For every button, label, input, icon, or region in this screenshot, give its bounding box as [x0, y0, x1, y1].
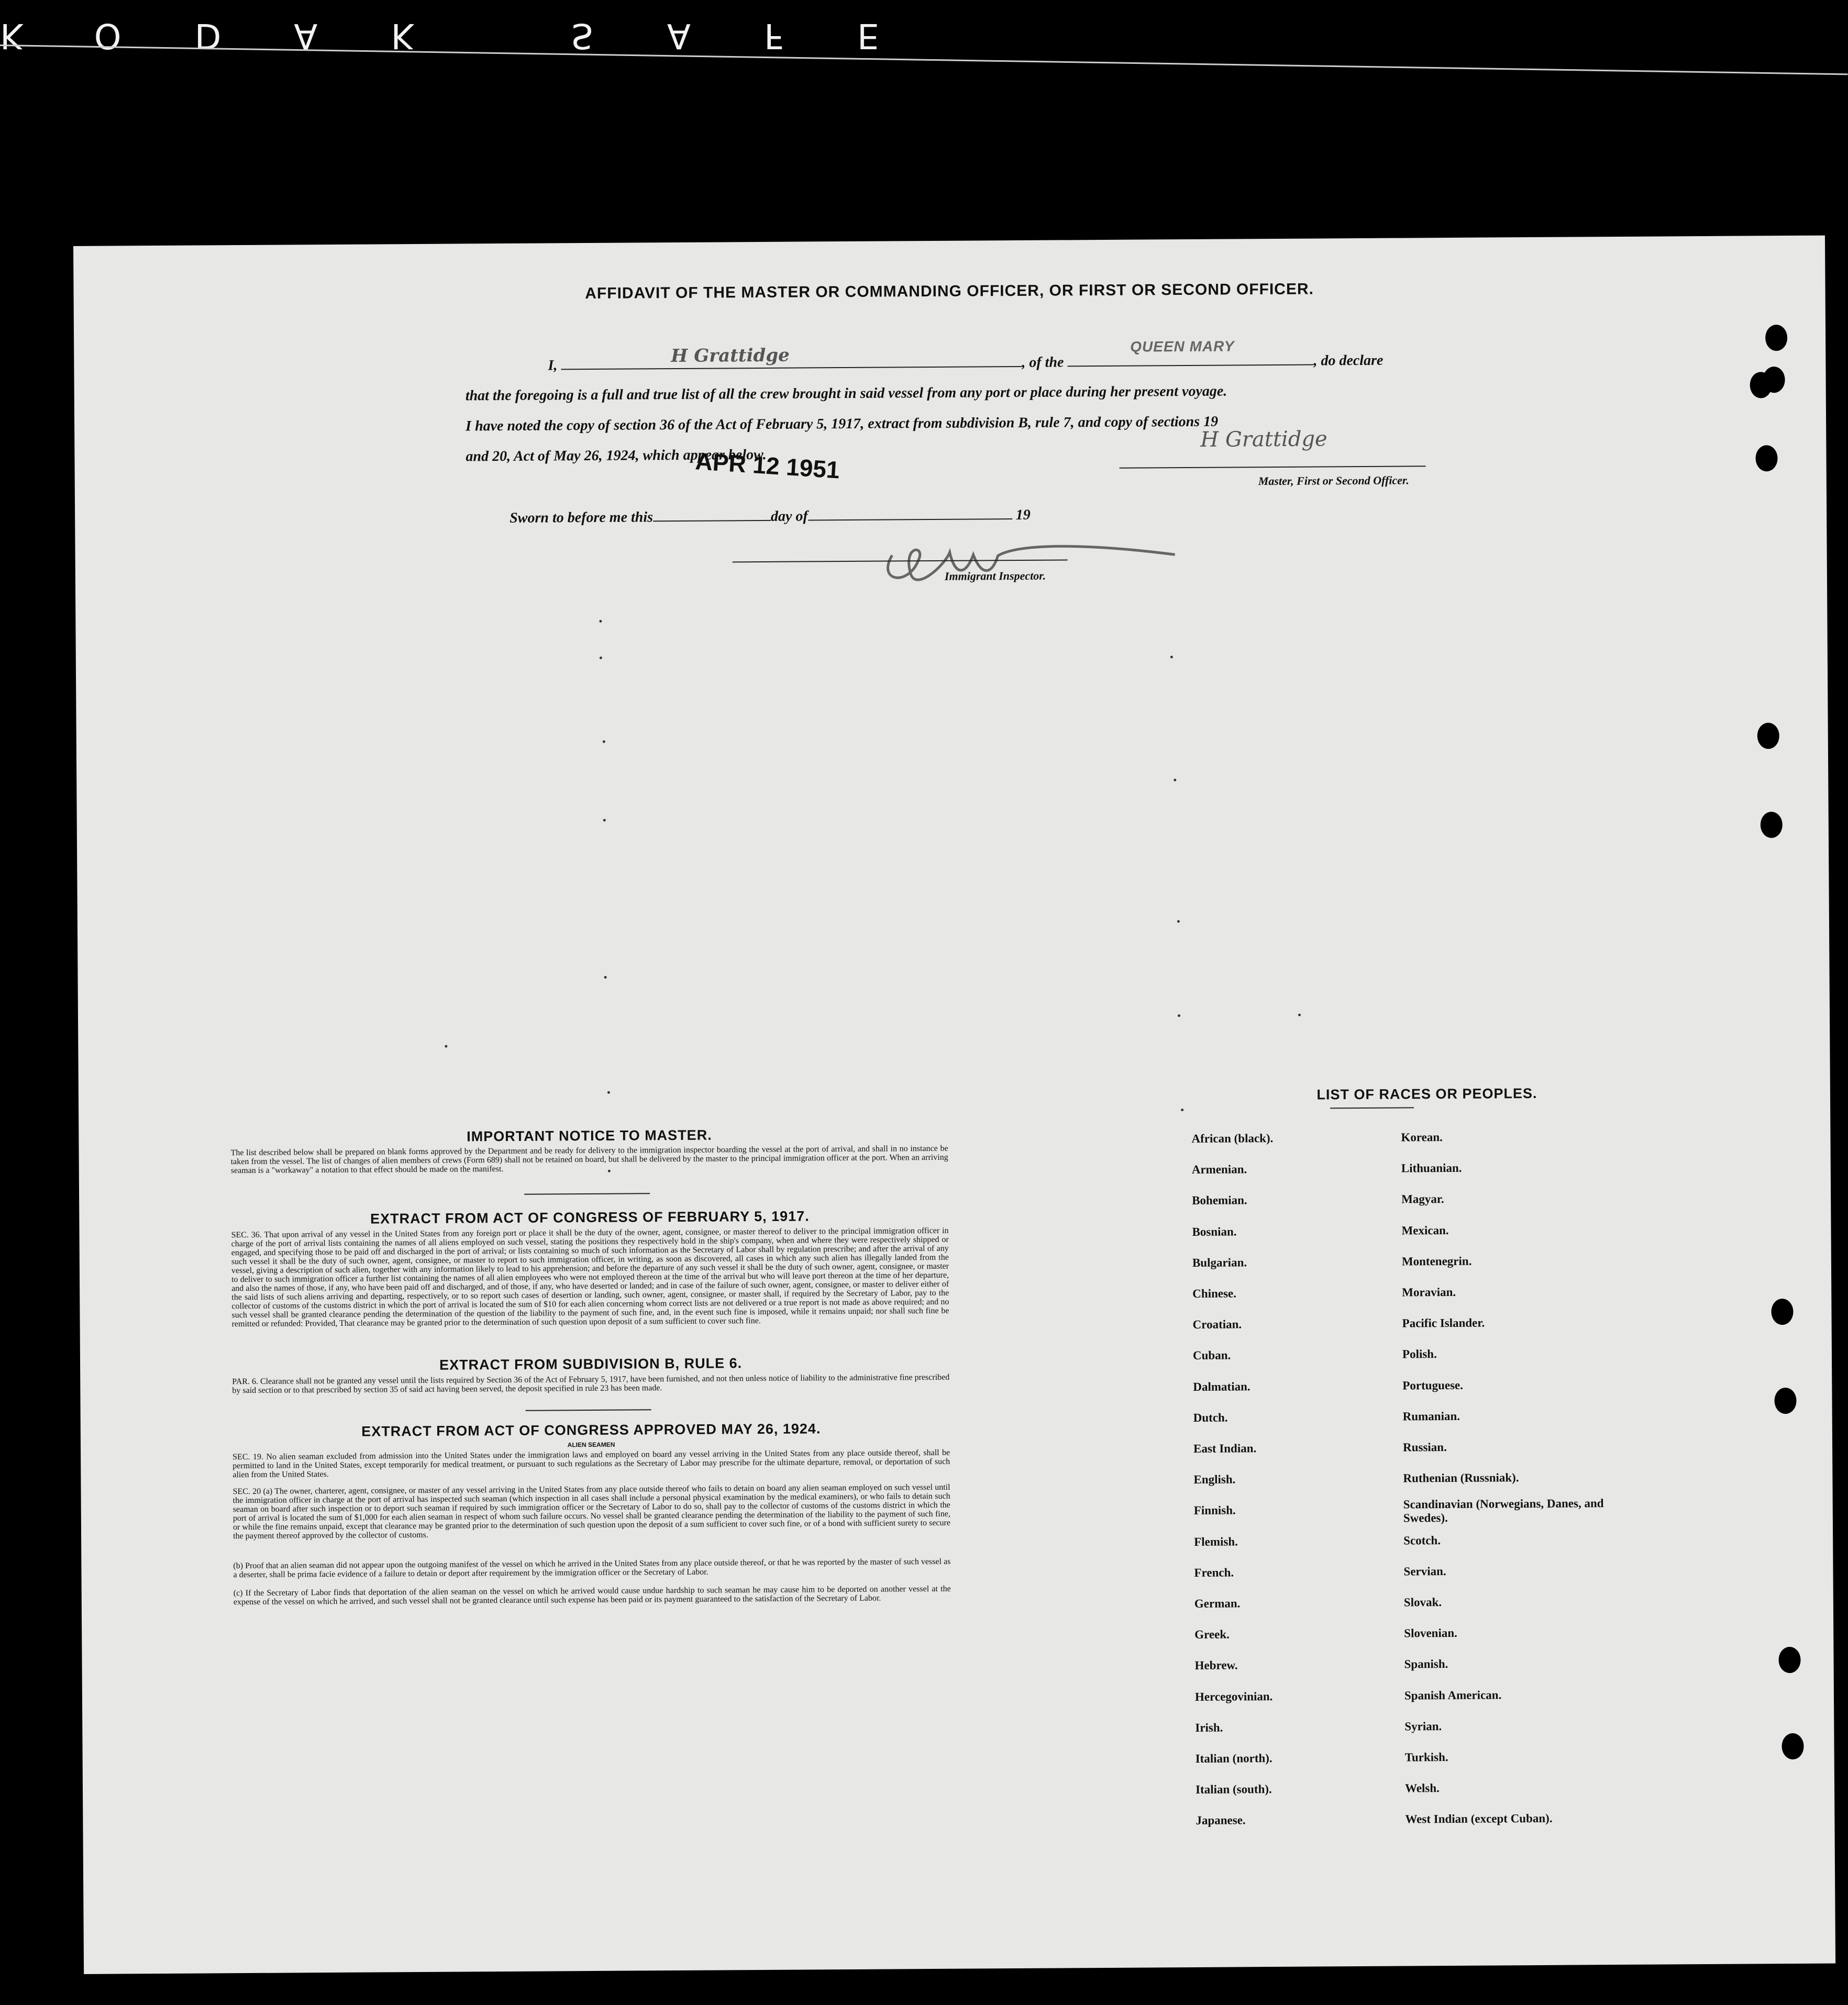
race-item: Korean. — [1401, 1131, 1443, 1144]
section-20c: (c) If the Secretary of Labor finds that deportation of the alien seaman on the vessel on which he arrived would cause undue hardship to such seaman he may cause him to be deported on another vessel at the expense of the vessel on which he arrived, and such vessel shall not be granted clearance until such expense has been paid or its payment guaranteed to the satisfaction of the Secretary of Labor. — [233, 1584, 951, 1607]
race-item: English. — [1193, 1472, 1236, 1487]
race-item: Greek. — [1194, 1627, 1230, 1642]
punch-hole — [1763, 367, 1785, 393]
race-item: French. — [1194, 1566, 1234, 1579]
signature-line — [1120, 466, 1426, 469]
punch-hole — [1781, 1733, 1803, 1759]
extract-1917-body: SEC. 36. That upon arrival of any vessel in the United States from any foreign port or place it shall be the duty of the owner, agent, consignee, or master thereof to deliver to the principal immigration officer in charge of the port of arrival lists containing the names of all aliens employed on such vessel, stating the positions they respectively hold in the ship's company, when and where they were respectively shipped or engaged, and specifying those to be paid off and discharged in the port of arrival; or lists containing so much of such information as the Secretary of Labor shall by regulation prescribe; and after the arrival of any such vessel it shall be the duty of such owner, agent, consignee, or master to report to such immigration officer, in writing, as soon as discovered, all cases in which any such alien has illegally landed from the vessel, giving a description of such alien, together with any information likely to lead to his apprehension; and before the departure of any such vessel it shall be the duty of such owner, agent, consignee, or master to deliver to such immigration officer a further list containing the names of all alien employees who were not employed thereon at the time of the arrival but who will leave port thereon at the time of her departure, and also the names of those, if any, who have been paid off and discharged, and of those, if any, who have deserted or landed; and in case of the failure of such owner, agent, consignee, or master to deliver either of the said lists of such aliens arriving and departing, respectively, or to so report such cases of desertion or landing, such owner, agent, consignee, or master shall, if required by the Secretary of Labor, pay to the collector of customs of the customs district in which the port of arrival is located the sum of $10 for each alien concerning whom correct lists are not delivered or a true report is not made as above required; and no such vessel shall be granted clearance pending the determination of the question of the liability to the payment of such fine, and, in the event such fine is imposed, while it remains unpaid; nor shall such fine be remitted or refunded: Provided, That clearance may be granted prior to the determination of such question upon deposit of a sum sufficient to cover such fine. — [231, 1226, 949, 1329]
race-item: Turkish. — [1404, 1751, 1448, 1764]
signer-name: H Grattidge — [671, 345, 790, 367]
race-item: Slovenian. — [1404, 1626, 1457, 1640]
affidavit-title: AFFIDAVIT OF THE MASTER OR COMMANDING OFFICER, OR FIRST OR SECOND OFFICER. — [585, 280, 1314, 303]
race-item: Flemish. — [1194, 1535, 1238, 1548]
race-item: Welsh. — [1404, 1781, 1440, 1795]
race-item: Dutch. — [1193, 1411, 1228, 1424]
affidavit-line-2: that the foregoing is a full and true list of all the crew brought in said vessel from any port or place during her present voyage. — [465, 383, 1227, 404]
dot-mark — [1177, 920, 1180, 923]
race-item: Scandinavian (Norwegians, Danes, and Swedes). — [1403, 1497, 1604, 1525]
race-item: Servian. — [1403, 1564, 1446, 1578]
punch-hole — [1765, 325, 1787, 351]
extract-rule6-title: EXTRACT FROM SUBDIVISION B, RULE 6. — [439, 1355, 743, 1373]
race-item: East Indian. — [1193, 1442, 1257, 1456]
race-item: Syrian. — [1404, 1719, 1442, 1733]
ship-name-field — [1067, 338, 1313, 367]
extract-1924-title: EXTRACT FROM ACT OF CONGRESS APPROVED MAY 26, 1924. — [361, 1421, 821, 1439]
race-item: Cuban. — [1192, 1348, 1231, 1362]
notice-title: IMPORTANT NOTICE TO MASTER. — [467, 1127, 712, 1145]
of-the-label: , of the — [1022, 354, 1064, 371]
race-item: Japanese. — [1196, 1813, 1246, 1827]
punch-hole — [1755, 445, 1777, 471]
race-item: Pacific Islander. — [1402, 1316, 1485, 1330]
punch-hole — [1761, 812, 1783, 838]
affidavit-line-4: and 20, Act of May 26, 1924, which appear below. — [466, 446, 767, 465]
race-item: Bohemian. — [1192, 1193, 1247, 1208]
race-item: Dalmatian. — [1193, 1379, 1251, 1393]
race-item: Hebrew. — [1194, 1658, 1238, 1672]
race-item: Spanish American. — [1404, 1688, 1502, 1702]
race-item: West Indian (except Cuban). — [1405, 1812, 1553, 1826]
dot-mark — [599, 620, 602, 623]
notice-body: The list described below shall be prepared on blank forms approved by the Department and be ready for delivery to the immigration inspector boarding the vessel at the port of arrival, and shall in no instance be taken from the vessel. The list of changes of alien members of crews (Form 689) shall not be retained on board, but shall be delivered by the master to the principal immigration officer at the port. When an arriving seaman is a "workaway" a notation to that effect should be made on the manifest. — [230, 1144, 948, 1176]
race-item: Rumanian. — [1402, 1409, 1460, 1423]
race-item: Magyar. — [1401, 1192, 1444, 1206]
affidavit-prefix: I, — [548, 357, 558, 374]
race-item: Ruthenian (Russniak). — [1403, 1471, 1519, 1485]
section-19: SEC. 19. No alien seaman excluded from admission into the United States under the immigration laws and employed on board any vessel arriving in the United States from any place outside thereof, shall be permitted to land in the United States, except temporarily for medical treatment, or pursuant to such regulations as the Secretary of Labor may prescribe for the ultimate departure, removal, or deportation of such alien from the United States. — [233, 1448, 950, 1480]
punch-hole — [1771, 1299, 1793, 1325]
race-item: Moravian. — [1402, 1285, 1456, 1299]
race-item: Russian. — [1402, 1441, 1447, 1454]
affidavit-line-1 — [548, 338, 1384, 381]
race-item: Bosnian. — [1192, 1225, 1237, 1238]
ship-name: QUEEN MARY — [1130, 338, 1235, 355]
race-item: German. — [1194, 1597, 1241, 1611]
race-item: Finnish. — [1193, 1503, 1236, 1517]
race-item: Montenegrin. — [1401, 1254, 1472, 1268]
extract-1924-subtitle: ALIEN SEAMEN — [567, 1441, 615, 1449]
dot-mark — [1298, 1014, 1301, 1016]
race-item: Spanish. — [1404, 1657, 1448, 1671]
section-20b: (b) Proof that an alien seaman did not appear upon the outgoing manifest of the vessel on which he arrived in the United States from any place outside thereof, or that he was reported by the master of such vessel as a deserter, shall be prima facie evidence of a failure to detain or deport after requirement by the immigration officer or the Secretary of Labor. — [233, 1557, 951, 1580]
affidavit-line-3: I have noted the copy of section 36 of the Act of February 5, 1917, extract from subdivision B, rule 7, and copy of sections 19 — [466, 413, 1219, 435]
manifest-page — [73, 236, 1835, 1974]
race-item: Chinese. — [1192, 1287, 1237, 1300]
divider — [526, 1409, 651, 1411]
punch-hole — [1774, 1388, 1796, 1414]
dot-mark — [1181, 1109, 1183, 1111]
dot-mark — [1170, 656, 1173, 658]
master-label: Master, First or Second Officer. — [1258, 473, 1409, 488]
inspector-signature — [860, 522, 1280, 597]
extract-1917-title: EXTRACT FROM ACT OF CONGRESS OF FEBRUARY 5, 1917. — [370, 1208, 810, 1227]
race-item: Armenian. — [1191, 1162, 1247, 1177]
divider — [1330, 1107, 1414, 1109]
race-item: Italian (south). — [1195, 1782, 1272, 1797]
date-stamp: APR 12 1951 — [694, 447, 841, 484]
race-item: Irish. — [1195, 1721, 1223, 1734]
race-item: African (black). — [1191, 1132, 1274, 1145]
race-item: Mexican. — [1401, 1223, 1449, 1237]
inspector-label: Immigrant Inspector. — [944, 569, 1046, 583]
dot-mark — [604, 976, 607, 979]
master-signature: H Grattidge — [1200, 427, 1327, 452]
race-item: Lithuanian. — [1401, 1161, 1462, 1175]
divider — [524, 1193, 650, 1194]
race-item: Polish. — [1402, 1347, 1437, 1361]
dot-mark — [600, 657, 602, 659]
race-item: Bulgarian. — [1192, 1256, 1247, 1269]
dot-mark — [1174, 779, 1176, 781]
sworn-prefix: Sworn to before me this — [510, 509, 654, 526]
signer-name-field — [561, 345, 1022, 370]
races-left-column — [1191, 1122, 1384, 1836]
sworn-year-label: 19 — [1015, 506, 1031, 524]
dot-mark — [1178, 1014, 1180, 1017]
race-item: Croatian. — [1192, 1317, 1242, 1332]
races-right-column — [1401, 1121, 1635, 1835]
dot-mark — [607, 1091, 610, 1094]
dot-mark — [603, 819, 606, 822]
race-item: Slovak. — [1403, 1596, 1442, 1609]
punch-hole — [1757, 723, 1779, 749]
race-item: Italian (north). — [1195, 1752, 1272, 1766]
film-edge-marking: KODAK SAFE — [0, 16, 953, 56]
do-declare-label: , do declare — [1313, 352, 1384, 369]
sworn-day-label: day of — [770, 508, 808, 525]
races-title: LIST OF RACES OR PEOPLES. — [1316, 1085, 1537, 1103]
section-20a: SEC. 20 (a) The owner, charterer, agent, consignee, or master of any vessel arriving in the United States from any place outside thereof who fails to detain on board any alien seaman employed on such vessel until the immigration officer in charge at the port of arrival has inspected such seaman (which inspection in all cases shall include a personal physical examination by the medical examiners), or who fails to detain such seaman on board after such inspection or to deport such seaman if required by such immigration officer or the Secretary of Labor to do so, shall pay to the collector of customs of the customs district in which the port of arrival is located the sum of $1,000 for each alien seaman in respect of whom such failure occurs. No vessel shall be granted clearance pending the determination of the liability to the payment of such fine, or while the fine remains unpaid, except that clearance may be granted prior to the determination of such question upon the deposit of a sum sufficient to cover such fine, or of a bond with sufficient surety to secure the payment thereof approved by the collector of customs. — [233, 1482, 950, 1541]
race-item: Scotch. — [1403, 1533, 1441, 1547]
dot-mark — [603, 740, 605, 743]
punch-hole — [1778, 1647, 1800, 1673]
race-item: Portuguese. — [1402, 1378, 1464, 1392]
extract-rule6-body: PAR. 6. Clearance shall not be granted any vessel until the lists required by Section 36 of the Act of February 5, 1917, have been furnished, and not then unless notice of liability to the administrative fine prescribed by said section or to that prescribed by section 35 of said act having been served, the deposit specified in rule 23 has been made. — [232, 1372, 950, 1395]
race-item: Hercegovinian. — [1194, 1689, 1273, 1703]
dot-mark — [445, 1045, 447, 1048]
